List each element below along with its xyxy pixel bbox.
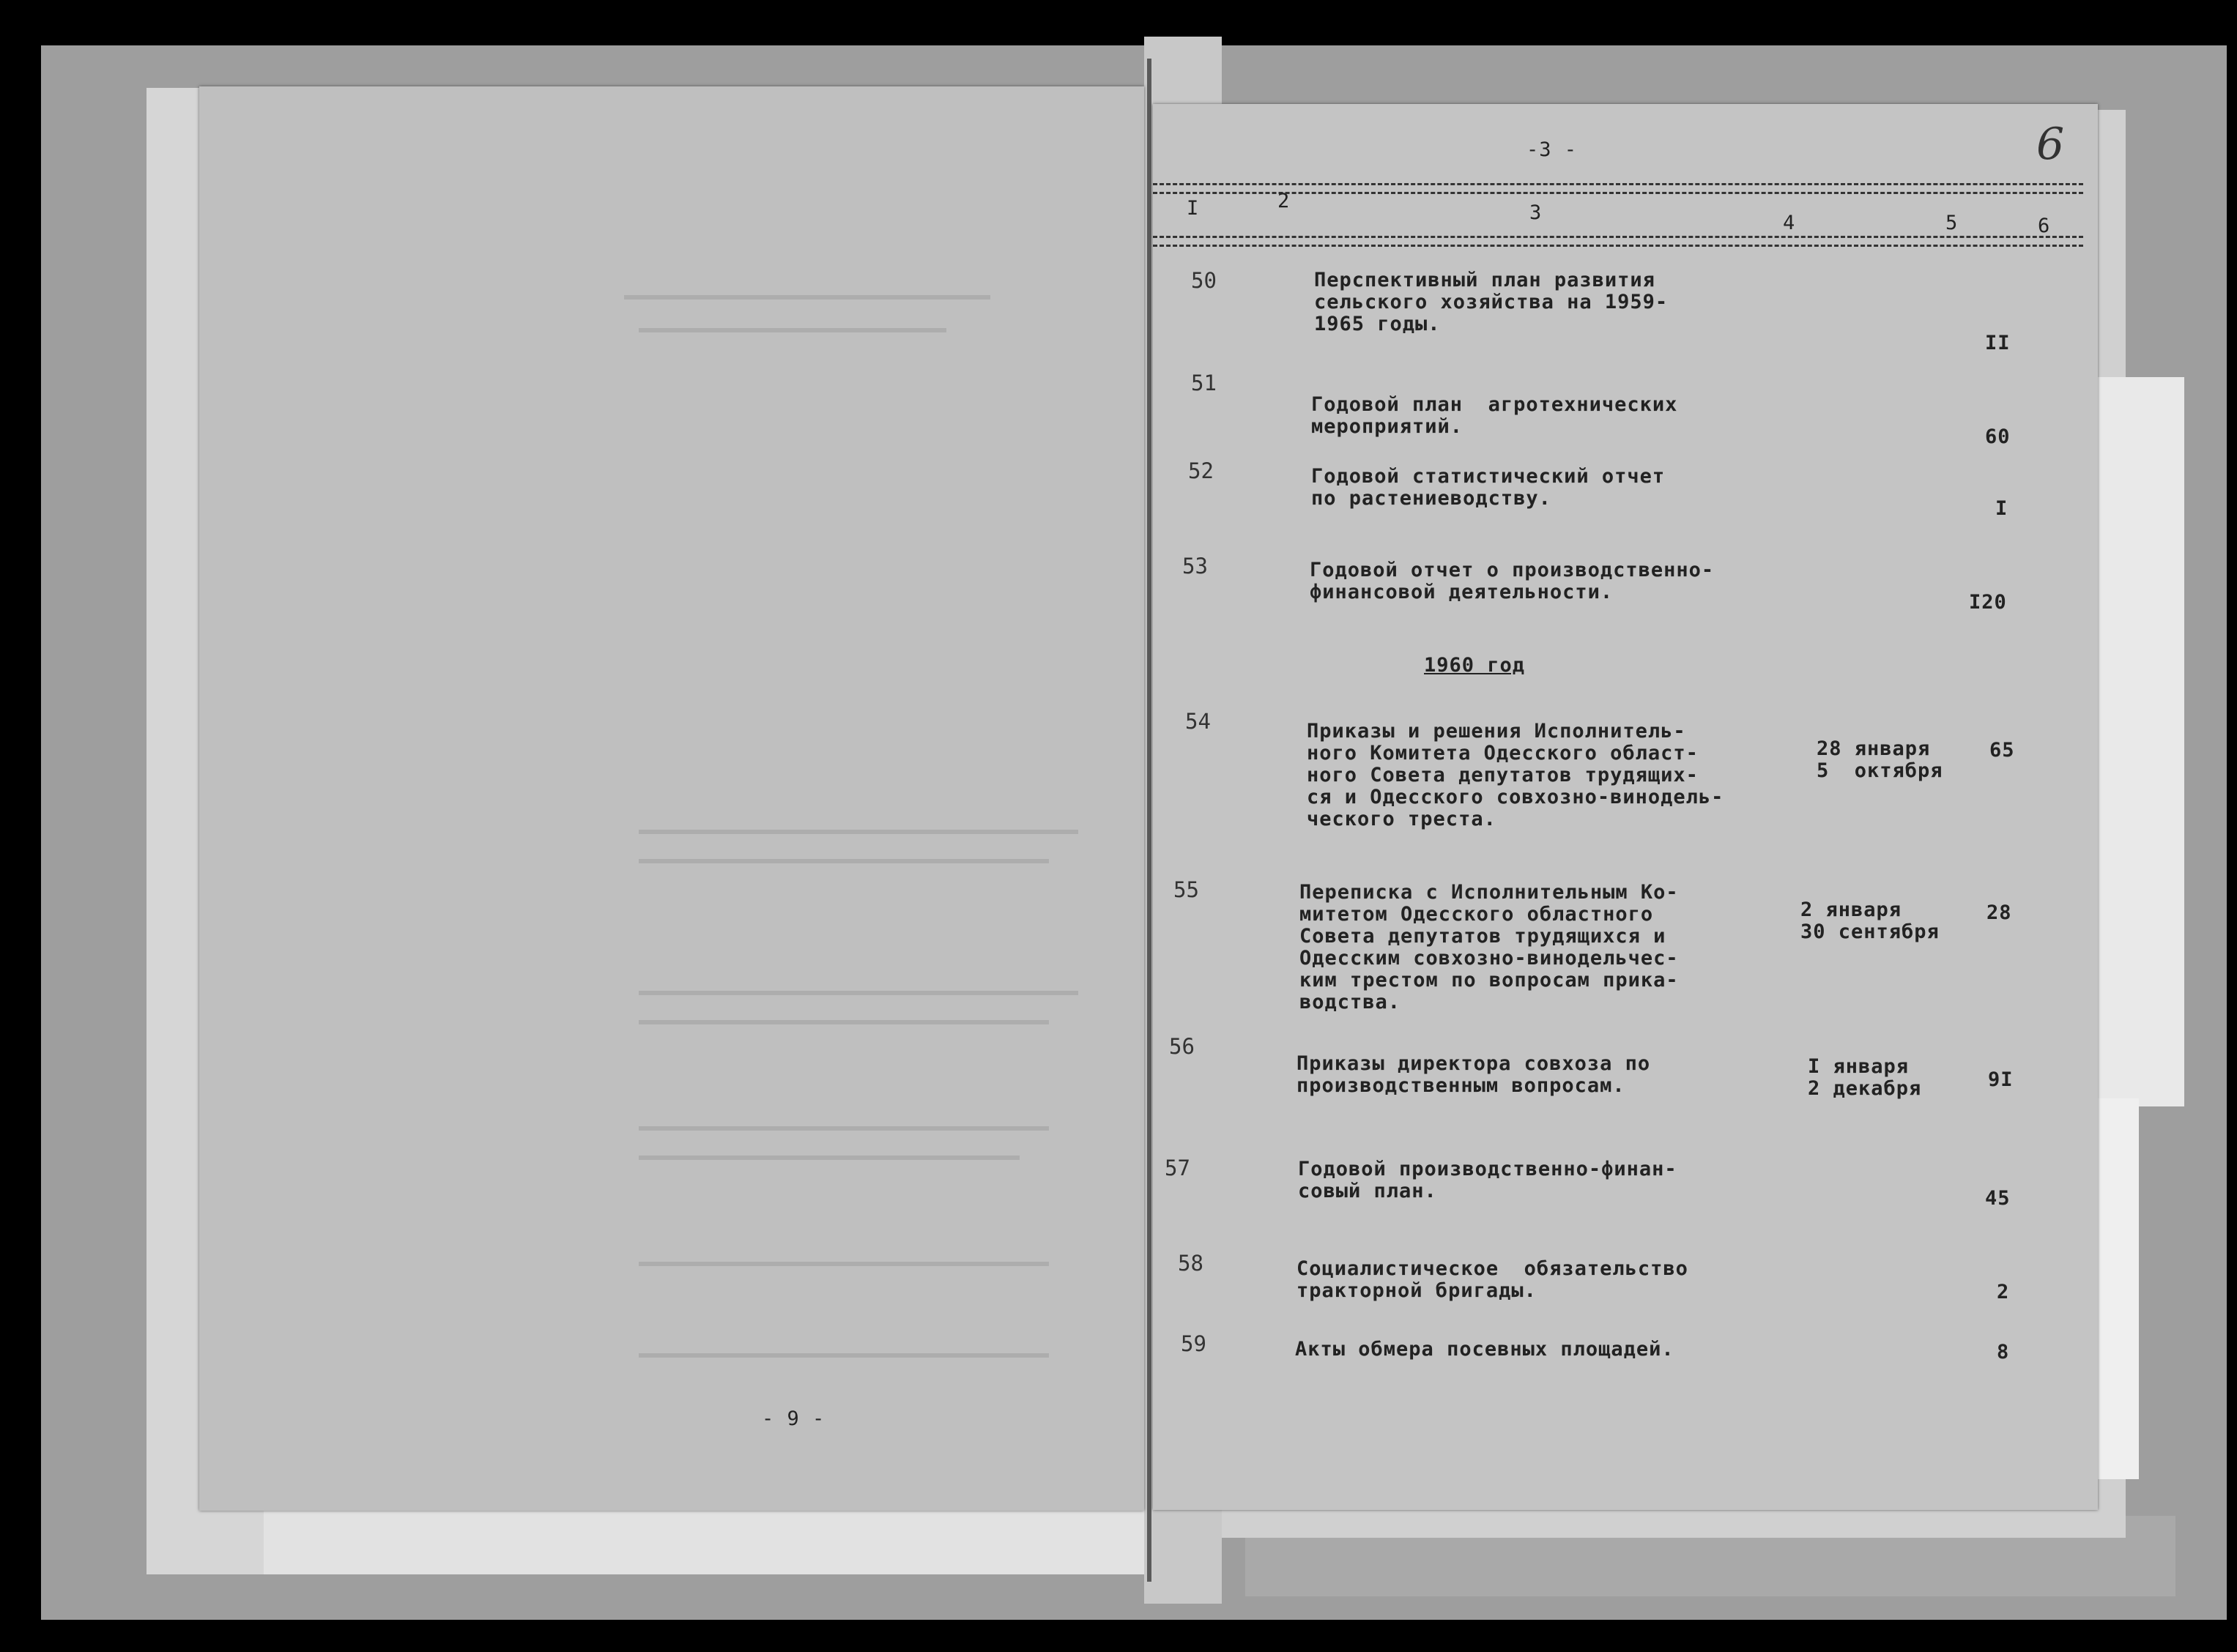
page-number: -3 - <box>1526 138 1578 161</box>
bleed-through-line <box>639 991 1078 995</box>
entry-number: 59 <box>1181 1331 1206 1356</box>
entry-number: 50 <box>1191 268 1217 293</box>
left-page <box>199 86 1144 1511</box>
bleed-through-line <box>639 1020 1049 1024</box>
bleed-through-line <box>624 295 990 299</box>
entry-number: 53 <box>1182 554 1208 578</box>
year-heading: 1960 год <box>1424 654 1526 677</box>
entry-sheet-count: 45 <box>1985 1187 2011 1210</box>
header-rule-bottom-2 <box>1153 245 2083 250</box>
entry-sheet-count: 28 <box>1986 901 2012 924</box>
entry-title: Годовой статистический отчет по растениеводству. <box>1311 465 1666 510</box>
column-header-2: 2 <box>1277 190 1291 212</box>
entry-sheet-count: 9I <box>1988 1068 2014 1091</box>
entry-title: Акты обмера посевных площадей. <box>1295 1338 1674 1361</box>
column-header-3: 3 <box>1529 201 1543 224</box>
entry-title: Социалистическое обязательство тракторной бригады. <box>1296 1257 1688 1302</box>
entry-title: Годовой план агротехнических мероприятий. <box>1311 393 1678 438</box>
entry-dates: 2 января 30 сентября <box>1800 898 1940 943</box>
column-header-5: 5 <box>1945 212 1959 234</box>
entry-title: Приказы директора совхоза по производственным вопросам. <box>1296 1052 1651 1097</box>
entry-title: Годовой производственно-финан- совый план. <box>1298 1158 1677 1202</box>
entry-sheet-count: II <box>1985 332 2011 354</box>
entry-number: 57 <box>1165 1156 1190 1180</box>
entry-sheet-count: 2 <box>1997 1281 2010 1303</box>
column-header-4: 4 <box>1783 212 1796 234</box>
bleed-through-line <box>639 1353 1049 1358</box>
entry-title: Перспективный план развития сельского хозяйства на 1959- 1965 годы. <box>1314 269 1669 335</box>
entry-number: 52 <box>1188 458 1214 483</box>
entry-title: Годовой отчет о производственно- финансовой деятельности. <box>1310 559 1715 603</box>
entry-sheet-count: I20 <box>1969 591 2007 614</box>
header-rule-bottom <box>1153 236 2083 241</box>
entry-sheet-count: I <box>1995 497 2008 520</box>
entry-number: 55 <box>1173 877 1199 902</box>
entry-title: Приказы и решения Исполнитель- ного Комитета Одесского област- ного Совета депутатов трудящих- ся и Одесского совхозно-винодель- ческого треста. <box>1307 720 1724 830</box>
entry-number: 56 <box>1169 1034 1195 1059</box>
entry-sheet-count: 65 <box>1989 739 2015 762</box>
bleed-through-line <box>639 328 946 332</box>
entry-dates: I января 2 декабря <box>1808 1055 1922 1100</box>
right-page <box>1153 104 2098 1510</box>
entry-number: 58 <box>1178 1251 1203 1276</box>
column-header-1: I <box>1187 197 1200 220</box>
entry-number: 54 <box>1185 709 1211 734</box>
handwritten-folio: 6 <box>2036 119 2065 170</box>
header-rule-top-2 <box>1153 192 2083 197</box>
bleed-through-line <box>639 1156 1020 1160</box>
bleed-through-line <box>639 830 1078 834</box>
spine-fold <box>1147 59 1151 1582</box>
entry-title: Переписка с Исполнительным Ко- митетом Одесского областного Совета депутатов трудящихся и Одесским совхозно-винодельчес- ким трестом по вопросам прика- водства. <box>1299 881 1679 1013</box>
bleed-through-line <box>639 859 1049 863</box>
entry-dates: 28 января 5 октября <box>1817 737 1943 782</box>
entry-sheet-count: 8 <box>1997 1341 2010 1363</box>
entry-sheet-count: 60 <box>1985 425 2011 448</box>
entry-number: 51 <box>1191 371 1217 395</box>
page-number: - 9 - <box>762 1407 826 1430</box>
column-header-6: 6 <box>2038 215 2051 237</box>
bleed-through-line <box>639 1126 1049 1131</box>
header-rule-top <box>1153 183 2083 188</box>
bleed-through-line <box>639 1262 1049 1266</box>
